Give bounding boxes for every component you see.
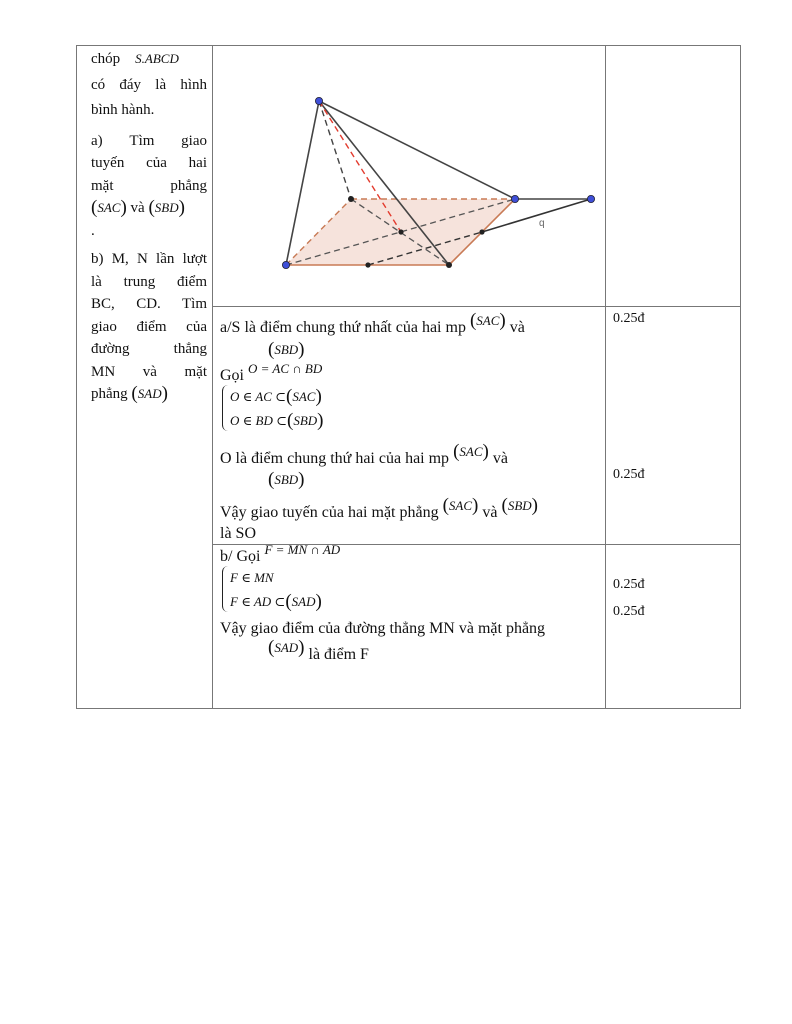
point-a bbox=[282, 261, 289, 268]
point-b bbox=[446, 262, 452, 268]
solution-a-system: O ∈ AC ⊂(SAC) O ∈ BD ⊂(SBD) bbox=[222, 385, 372, 435]
point-o bbox=[398, 229, 403, 234]
pyramid-name: S.ABCD bbox=[135, 51, 179, 66]
score-b1: 0.25đ bbox=[613, 577, 645, 592]
solution-b-system: F ∈ MN F ∈ AD ⊂(SAD) bbox=[222, 566, 372, 616]
solution-a-conclusion: Vậy giao tuyến của hai mặt phẳng (SAC) và (SBD) bbox=[220, 495, 538, 521]
solution-a-goi: Gọi $^{O = AC \cap BD}$ bbox=[220, 361, 323, 384]
solution-b-conclusion-end: (SAD) là điểm F bbox=[268, 637, 369, 663]
score-a2: 0.25đ bbox=[613, 467, 645, 482]
solution-b-goi: b/ Gọi $^{F = MN \cap AD}$ bbox=[220, 542, 341, 565]
pyramid-figure bbox=[213, 46, 605, 306]
solution-a-line1-cont: (SBD) bbox=[268, 339, 305, 360]
edge-sc bbox=[319, 101, 515, 199]
table-row-divider-1 bbox=[212, 306, 741, 307]
point-c bbox=[511, 195, 518, 202]
point-s bbox=[315, 97, 322, 104]
label-q: q bbox=[539, 218, 545, 229]
score-a1: 0.25đ bbox=[613, 311, 645, 326]
point-n bbox=[479, 229, 484, 234]
table-divider-2 bbox=[605, 45, 606, 709]
solution-a-line1: a/S là điểm chung thứ nhất của hai mp (SAC) và bbox=[220, 310, 525, 336]
point-f bbox=[587, 195, 594, 202]
problem-statement: chóp S.ABCD có đáy là hình bình hành. a) Tìm giao tuyến của hai mặt phẳng (SAC) và (SBD) . b) M, N lần lượt là trung điểm BC, CD. Tìm giao điểm của đường thẳng MN và mặt phẳng (SAD) bbox=[91, 51, 207, 404]
solution-a-conclusion-end: là SO bbox=[220, 525, 256, 542]
point-m bbox=[365, 262, 370, 267]
solution-a-o-line: O là điểm chung thứ hai của hai mp (SAC) và bbox=[220, 441, 508, 467]
solution-a-o-line-cont: (SBD) bbox=[268, 469, 305, 490]
edge-sd bbox=[319, 101, 351, 199]
score-b2: 0.25đ bbox=[613, 604, 645, 619]
point-d bbox=[348, 196, 354, 202]
solution-b-conclusion: Vậy giao điểm của đường thẳng MN và mặt phẳng bbox=[220, 620, 546, 637]
